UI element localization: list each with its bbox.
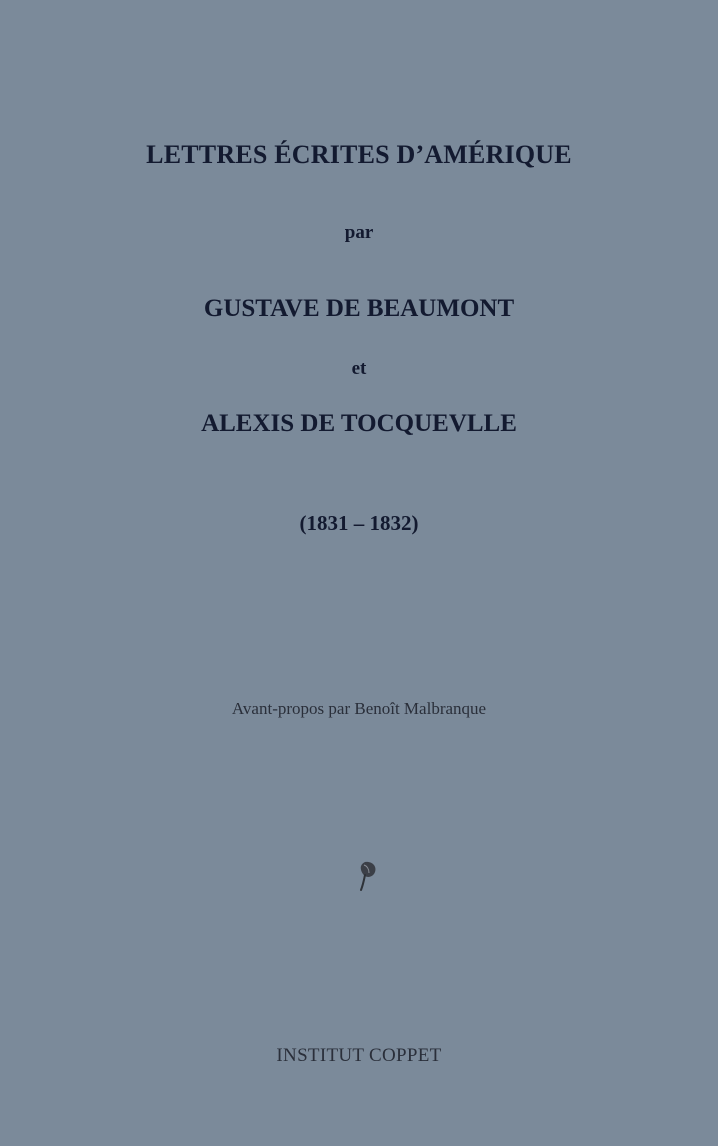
- and-label: et: [351, 358, 367, 379]
- publisher-name: INSTITUT COPPET: [276, 1045, 442, 1066]
- foreword-credit: Avant-propos par Benoît Malbranque: [231, 699, 487, 718]
- by-label: par: [344, 222, 374, 243]
- leaf-emblem-icon: [352, 858, 380, 894]
- author-beaumont: GUSTAVE DE BEAUMONT: [203, 295, 515, 322]
- date-range: (1831 – 1832): [299, 511, 419, 535]
- author-tocqueville: ALEXIS DE TOCQUEVLLE: [201, 410, 517, 437]
- book-title: LETTRES ÉCRITES D’AMÉRIQUE: [146, 140, 572, 169]
